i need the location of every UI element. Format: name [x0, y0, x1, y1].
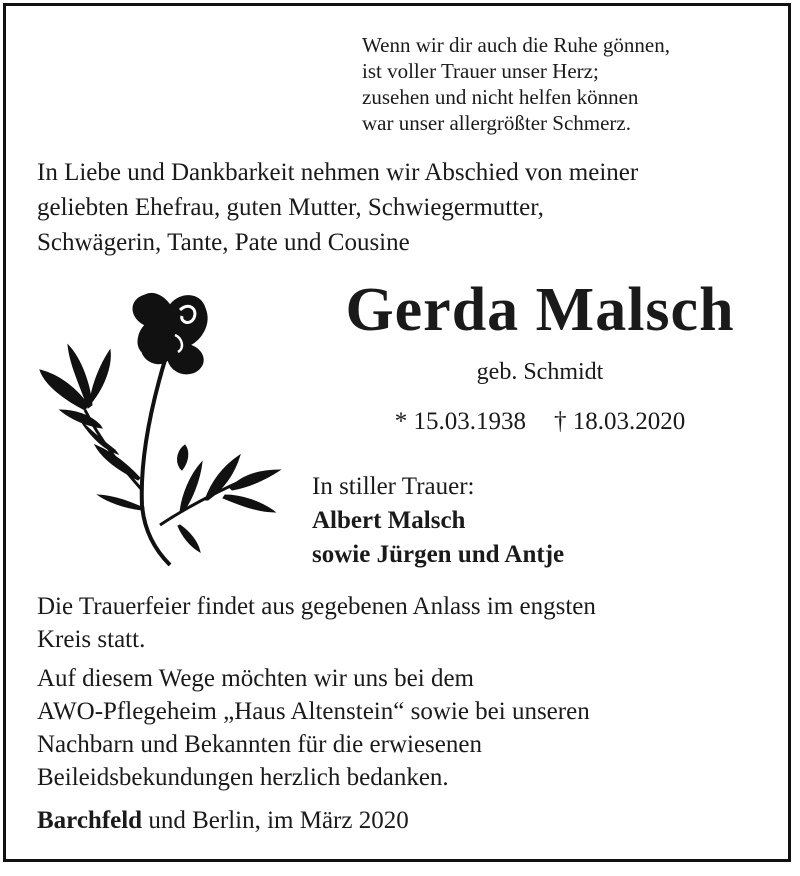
- mourner-name: Albert Malsch: [312, 507, 466, 534]
- intro-line: In Liebe und Dankbarkeit nehmen wir Abschied von meiner: [37, 159, 639, 186]
- signoff-place: Barchfeld: [37, 807, 143, 834]
- birth-date: * 15.03.1938: [394, 408, 526, 435]
- verse-line: zusehen und nicht helfen können: [362, 85, 639, 109]
- intro-text: [37, 155, 777, 260]
- signoff-line: [37, 803, 777, 839]
- thanks-line: Nachbarn und Bekannten für die erwiesenen: [37, 731, 482, 758]
- thanks-line: Auf diesem Wege möchten wir uns bei dem: [37, 665, 474, 692]
- deceased-name: Gerda Malsch: [345, 276, 735, 344]
- life-dates: [300, 404, 780, 440]
- intro-line: geliebten Ehefrau, guten Mutter, Schwiegermutter,: [37, 194, 544, 221]
- closing-text: [37, 590, 777, 794]
- signoff-rest: und Berlin, im März 2020: [142, 807, 409, 834]
- verse-line: war unser allergrößter Schmerz.: [362, 111, 632, 135]
- verse-block: [362, 32, 782, 136]
- thanks-line: Beileidsbekundungen herzlich bedanken.: [37, 764, 449, 791]
- rose-icon: [30, 290, 290, 580]
- death-date: † 18.03.2020: [554, 408, 686, 435]
- mourners-heading: In stiller Trauer:: [312, 473, 475, 500]
- intro-line: Schwägerin, Tante, Pate und Cousine: [37, 229, 410, 256]
- verse-line: Wenn wir dir auch die Ruhe gönnen,: [362, 33, 670, 57]
- mourner-name: sowie Jürgen und Antje: [312, 541, 565, 568]
- thanks-line: AWO-Pflegeheim „Haus Altenstein“ sowie bei unseren: [37, 698, 590, 725]
- ceremony-line: Kreis statt.: [37, 626, 146, 653]
- mourners-block: [312, 470, 732, 572]
- birth-name: geb. Schmidt: [476, 359, 604, 385]
- verse-line: ist voller Trauer unser Herz;: [362, 59, 599, 83]
- ceremony-line: Die Trauerfeier findet aus gegebenen Anlass im engsten: [37, 593, 596, 620]
